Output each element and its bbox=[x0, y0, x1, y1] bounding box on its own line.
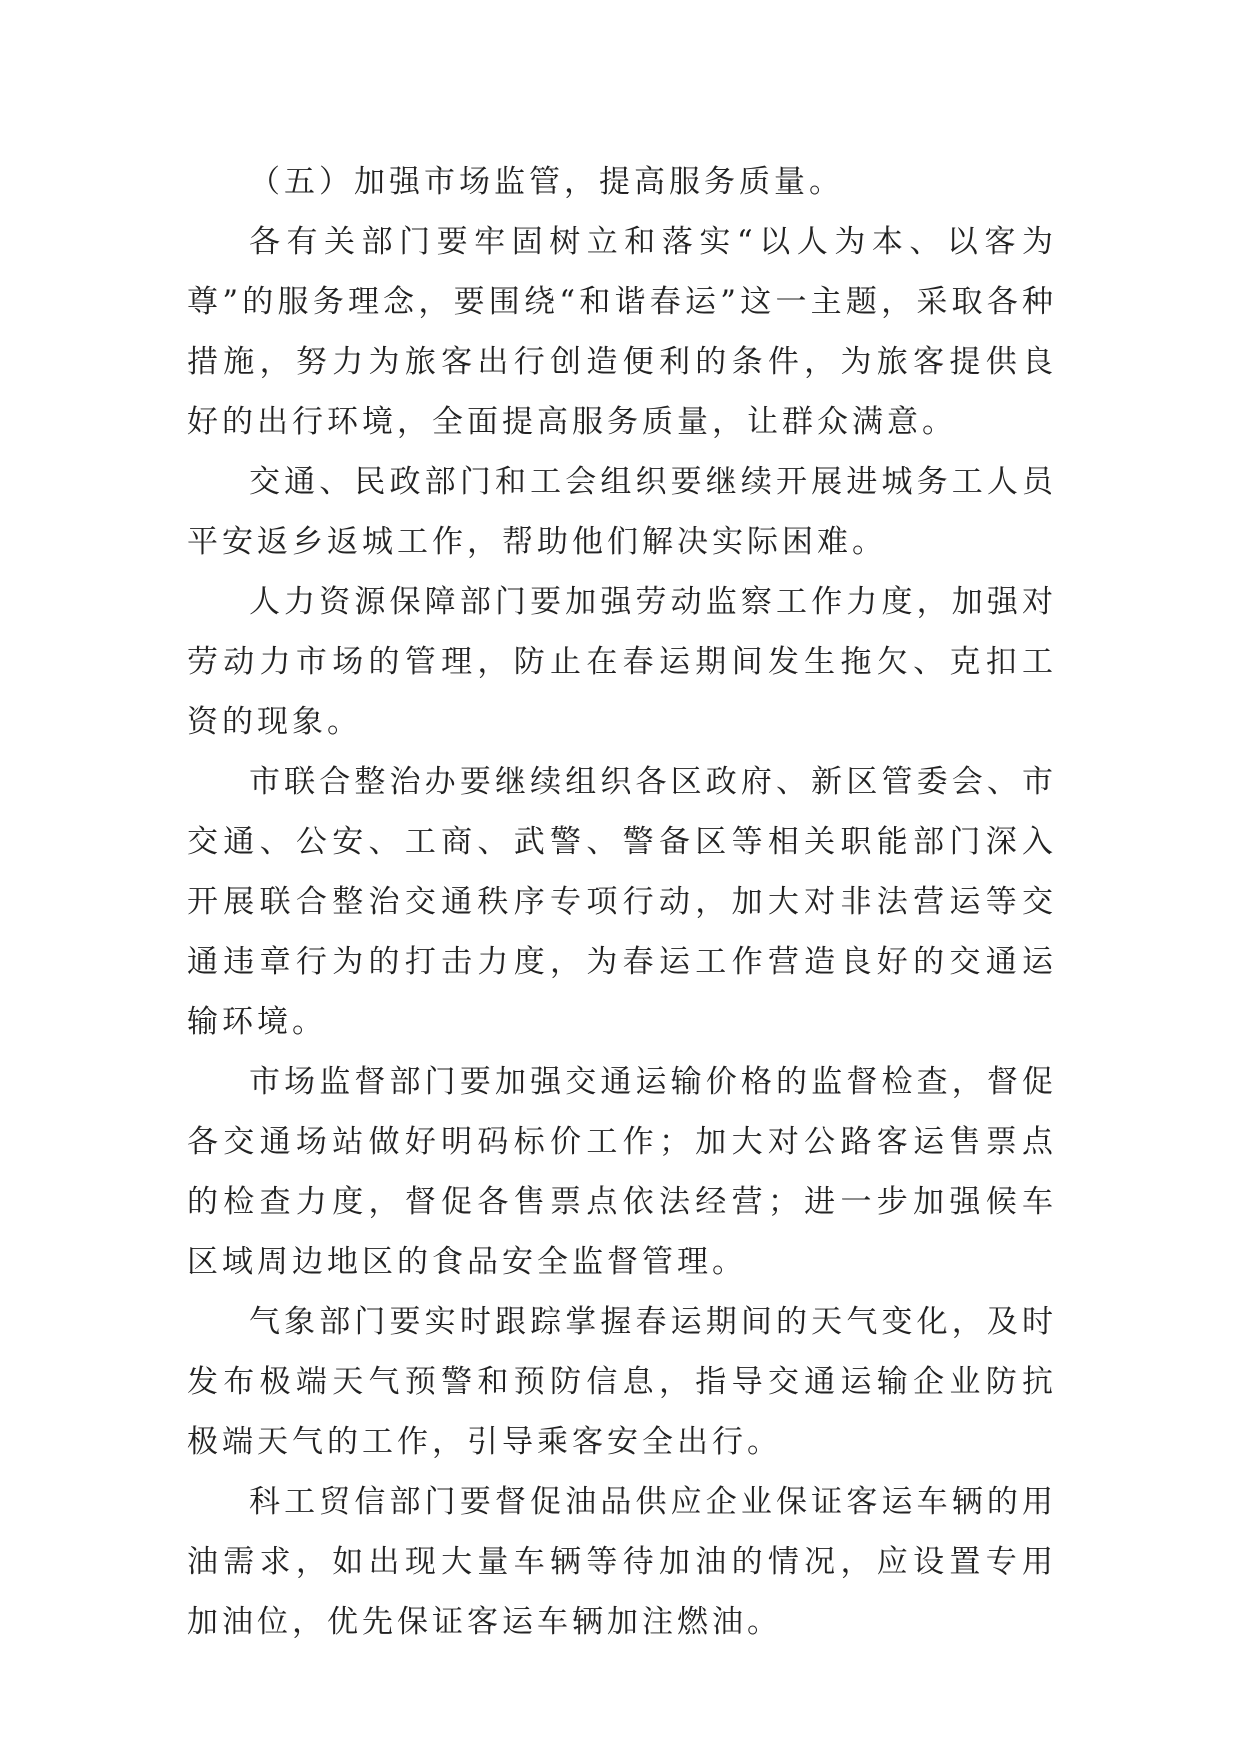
paragraph-meteorology: 气象部门要实时跟踪掌握春运期间的天气变化，及时发布极端天气预警和预防信息，指导交通运输企业防抗极端天气的工作，引导乘客安全出行。 bbox=[187, 1304, 1057, 1460]
paragraph-migrant-workers: 交通、民政部门和工会组织要继续开展进城务工人员平安返乡返城工作，帮助他们解决实际困难。 bbox=[187, 464, 1057, 560]
paragraph-fuel-supply: 科工贸信部门要督促油品供应企业保证客运车辆的用油需求，如出现大量车辆等待加油的情况，应设置专用加油位，优先保证客运车辆加注燃油。 bbox=[187, 1484, 1057, 1640]
paragraph-labor-supervision: 人力资源保障部门要加强劳动监察工作力度，加强对劳动力市场的管理，防止在春运期间发生拖欠、克扣工资的现象。 bbox=[187, 584, 1057, 740]
paragraph-market-supervision: 市场监督部门要加强交通运输价格的监督检查，督促各交通场站做好明码标价工作；加大对公路客运售票点的检查力度，督促各售票点依法经营；进一步加强候车区域周边地区的食品安全监督管理。 bbox=[187, 1064, 1057, 1280]
paragraph-joint-rectification: 市联合整治办要继续组织各区政府、新区管委会、市交通、公安、工商、武警、警备区等相关职能部门深入开展联合整治交通秩序专项行动，加大对非法营运等交通违章行为的打击力度，为春运工作营造良好的交通运输环境。 bbox=[187, 764, 1057, 1040]
section-heading: （五）加强市场监管，提高服务质量。 bbox=[249, 164, 844, 200]
paragraph-service-philosophy: 各有关部门要牢固树立和落实“以人为本、以客为尊”的服务理念，要围绕“和谐春运”这一主题，采取各种措施，努力为旅客出行创造便利的条件，为旅客提供良好的出行环境，全面提高服务质量，让群众满意。 bbox=[187, 224, 1057, 440]
document-body bbox=[187, 152, 1057, 1652]
